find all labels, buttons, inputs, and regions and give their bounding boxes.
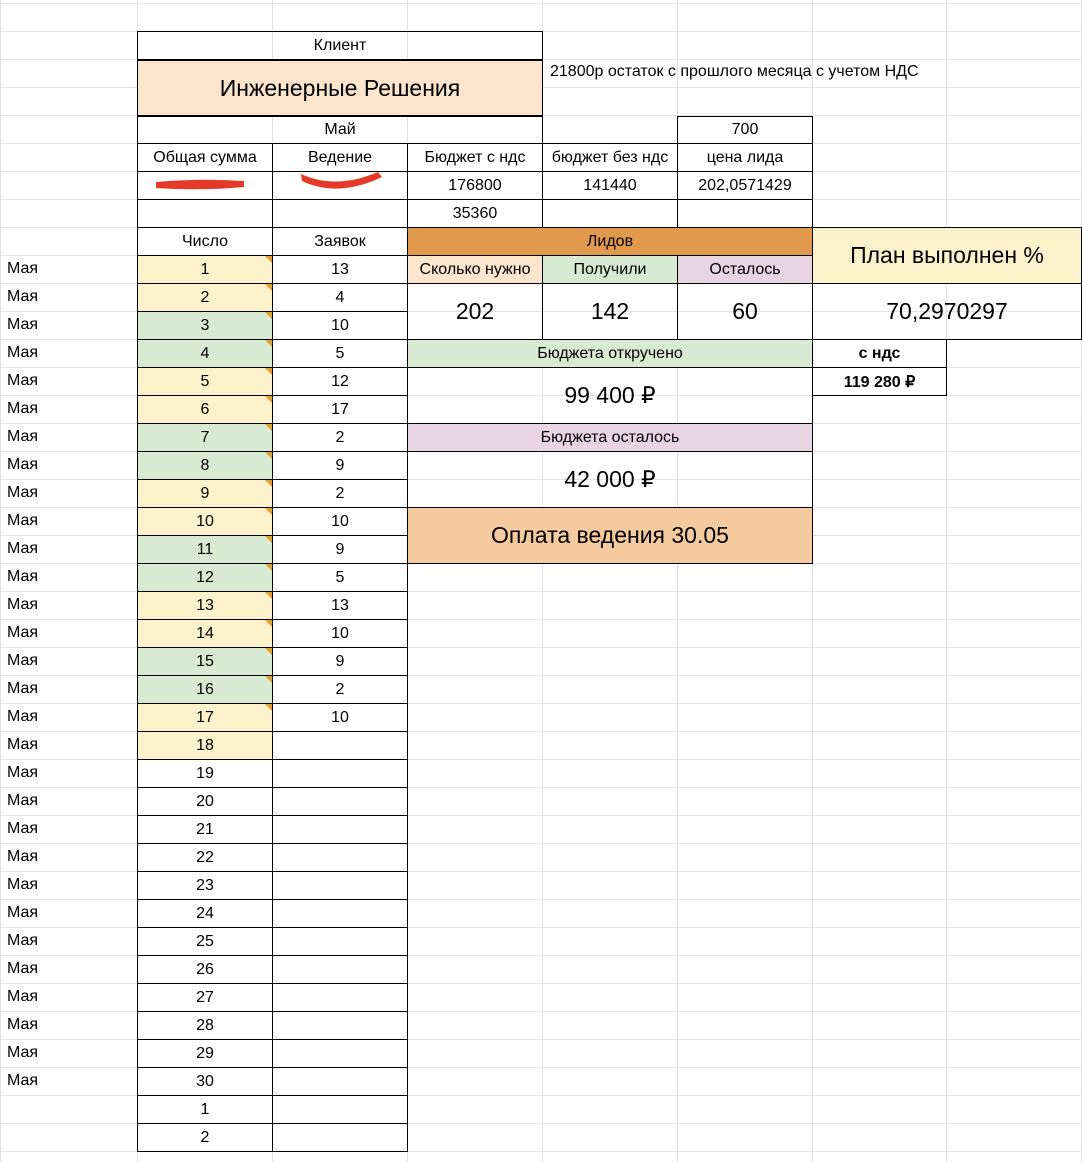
comment-indicator-icon: [265, 452, 272, 459]
plan-label-cell[interactable]: План выполнен %: [812, 227, 1082, 284]
month-label-row[interactable]: Мая: [7, 624, 39, 641]
day-number-cell[interactable]: 2: [137, 1123, 273, 1152]
budget-header-2[interactable]: Бюджет с ндс: [407, 143, 543, 172]
day-number-cell[interactable]: 3: [137, 311, 273, 340]
month-label-row[interactable]: Мая: [7, 512, 39, 529]
month-label-row[interactable]: Мая: [7, 540, 39, 557]
lead-target-cell[interactable]: 700: [677, 116, 813, 144]
remaining-budget-value[interactable]: 42 000 ₽: [407, 451, 813, 508]
day-requests-cell[interactable]: [272, 1039, 408, 1068]
leads-received-value[interactable]: 142: [542, 283, 678, 340]
leads-title-cell[interactable]: Лидов: [407, 227, 813, 256]
comment-indicator-icon: [265, 536, 272, 543]
day-number-cell[interactable]: 1: [137, 1095, 273, 1124]
month-label-row[interactable]: Мая: [7, 736, 39, 753]
day-requests-cell[interactable]: [272, 815, 408, 844]
day-number-cell[interactable]: 8: [137, 451, 273, 480]
requests-header[interactable]: Заявок: [272, 227, 408, 256]
day-requests-cell[interactable]: 9: [272, 647, 408, 676]
month-label-row[interactable]: Мая: [7, 344, 39, 361]
day-requests-cell[interactable]: [272, 871, 408, 900]
month-label-row[interactable]: Мая: [7, 876, 39, 893]
month-label-row[interactable]: Мая: [7, 904, 39, 921]
day-number-cell[interactable]: 26: [137, 955, 273, 984]
day-requests-cell[interactable]: [272, 983, 408, 1012]
day-requests-cell[interactable]: 10: [272, 311, 408, 340]
day-number-cell[interactable]: 30: [137, 1067, 273, 1096]
month-label-row[interactable]: Мая: [7, 1072, 39, 1089]
day-number-cell[interactable]: 25: [137, 927, 273, 956]
leads-needed-label[interactable]: Сколько нужно: [407, 255, 543, 284]
payment-cell[interactable]: Оплата ведения 30.05: [407, 507, 813, 564]
budget-row2-3[interactable]: [542, 199, 678, 228]
day-number-cell[interactable]: 6: [137, 395, 273, 424]
month-label-row[interactable]: Мая: [7, 288, 39, 305]
leads-remaining-value[interactable]: 60: [677, 283, 813, 340]
comment-indicator-icon: [265, 592, 272, 599]
comment-indicator-icon: [265, 312, 272, 319]
month-label-row[interactable]: Мая: [7, 1044, 39, 1061]
month-label-row[interactable]: Мая: [7, 708, 39, 725]
day-number-cell[interactable]: 7: [137, 423, 273, 452]
day-requests-cell[interactable]: 5: [272, 563, 408, 592]
budget-row2-0[interactable]: [137, 199, 273, 228]
budget-row1-3[interactable]: 141440: [542, 171, 678, 200]
client-name-cell[interactable]: Инженерные Решения: [137, 60, 543, 116]
day-requests-cell[interactable]: [272, 955, 408, 984]
month-label-row[interactable]: Мая: [7, 596, 39, 613]
day-number-cell[interactable]: 23: [137, 871, 273, 900]
day-requests-cell[interactable]: [272, 1123, 408, 1152]
spent-value-cell[interactable]: 99 400 ₽: [407, 367, 813, 424]
comment-indicator-icon: [265, 564, 272, 571]
spent-label-cell[interactable]: Бюджета откручено: [407, 339, 813, 368]
leads-needed-value[interactable]: 202: [407, 283, 543, 340]
day-requests-cell[interactable]: 5: [272, 339, 408, 368]
day-requests-cell[interactable]: 10: [272, 703, 408, 732]
budget-header-1[interactable]: Ведение: [272, 143, 408, 172]
day-requests-cell[interactable]: 2: [272, 479, 408, 508]
day-requests-cell[interactable]: 17: [272, 395, 408, 424]
month-cell[interactable]: Май: [137, 116, 543, 144]
month-label-row[interactable]: Мая: [7, 260, 39, 277]
month-label-row[interactable]: Мая: [7, 848, 39, 865]
day-number-cell[interactable]: 16: [137, 675, 273, 704]
day-number-cell[interactable]: 17: [137, 703, 273, 732]
month-label-row[interactable]: Мая: [7, 484, 39, 501]
budget-row1-4[interactable]: 202,0571429: [677, 171, 813, 200]
day-number-cell[interactable]: 21: [137, 815, 273, 844]
day-number-cell[interactable]: 11: [137, 535, 273, 564]
comment-indicator-icon: [265, 620, 272, 627]
day-requests-cell[interactable]: [272, 1011, 408, 1040]
day-number-cell[interactable]: 24: [137, 899, 273, 928]
comment-indicator-icon: [265, 368, 272, 375]
day-number-cell[interactable]: 29: [137, 1039, 273, 1068]
redaction-mark-total: [150, 172, 250, 194]
budget-row2-1[interactable]: [272, 199, 408, 228]
comment-indicator-icon: [265, 340, 272, 347]
day-number-cell[interactable]: 20: [137, 787, 273, 816]
day-requests-cell[interactable]: 2: [272, 423, 408, 452]
day-requests-cell[interactable]: 13: [272, 591, 408, 620]
day-requests-cell[interactable]: [272, 787, 408, 816]
month-label-row[interactable]: Мая: [7, 680, 39, 697]
day-requests-cell[interactable]: 9: [272, 451, 408, 480]
budget-header-4[interactable]: цена лида: [677, 143, 813, 172]
comment-indicator-icon: [265, 508, 272, 515]
budget-row2-4[interactable]: [677, 199, 813, 228]
spent-vat-value[interactable]: 119 280 ₽: [812, 367, 947, 396]
day-requests-cell[interactable]: [272, 1067, 408, 1096]
month-label-row[interactable]: Мая: [7, 372, 39, 389]
month-label-row[interactable]: Мая: [7, 764, 39, 781]
budget-header-3[interactable]: бюджет без ндс: [542, 143, 678, 172]
day-number-cell[interactable]: 10: [137, 507, 273, 536]
day-requests-cell[interactable]: [272, 1095, 408, 1124]
month-label-row[interactable]: Мая: [7, 456, 39, 473]
day-number-cell[interactable]: 1: [137, 255, 273, 284]
day-requests-cell[interactable]: 9: [272, 535, 408, 564]
day-requests-cell[interactable]: [272, 843, 408, 872]
leads-remaining-label[interactable]: Осталось: [677, 255, 813, 284]
day-requests-cell[interactable]: 4: [272, 283, 408, 312]
month-label-row[interactable]: Мая: [7, 400, 39, 417]
month-label-row[interactable]: Мая: [7, 792, 39, 809]
month-label-row[interactable]: Мая: [7, 1016, 39, 1033]
month-label-row[interactable]: Мая: [7, 652, 39, 669]
day-requests-cell[interactable]: [272, 899, 408, 928]
day-requests-cell[interactable]: [272, 731, 408, 760]
day-number-cell[interactable]: 14: [137, 619, 273, 648]
day-number-cell[interactable]: 4: [137, 339, 273, 368]
month-label-row[interactable]: Мая: [7, 932, 39, 949]
comment-indicator-icon: [265, 648, 272, 655]
day-number-cell[interactable]: 28: [137, 1011, 273, 1040]
day-number-cell[interactable]: 12: [137, 563, 273, 592]
comment-indicator-icon: [265, 676, 272, 683]
month-label-row[interactable]: Мая: [7, 568, 39, 585]
day-number-cell[interactable]: 13: [137, 591, 273, 620]
comment-indicator-icon: [265, 480, 272, 487]
day-number-cell[interactable]: 15: [137, 647, 273, 676]
day-number-cell[interactable]: 22: [137, 843, 273, 872]
day-requests-cell[interactable]: 13: [272, 255, 408, 284]
comment-indicator-icon: [265, 704, 272, 711]
day-number-header[interactable]: Число: [137, 227, 273, 256]
leads-received-label[interactable]: Получили: [542, 255, 678, 284]
budget-row2-2[interactable]: 35360: [407, 199, 543, 228]
month-label-row[interactable]: Мая: [7, 960, 39, 977]
comment-indicator-icon: [265, 396, 272, 403]
day-requests-cell[interactable]: [272, 759, 408, 788]
day-number-cell[interactable]: 5: [137, 367, 273, 396]
plan-value-cell[interactable]: 70,2970297: [812, 283, 1082, 340]
month-label-row[interactable]: Мая: [7, 428, 39, 445]
day-number-cell[interactable]: 18: [137, 731, 273, 760]
day-requests-cell[interactable]: 10: [272, 619, 408, 648]
day-requests-cell[interactable]: 2: [272, 675, 408, 704]
day-number-cell[interactable]: 2: [137, 283, 273, 312]
comment-indicator-icon: [265, 256, 272, 263]
month-label-row[interactable]: Мая: [7, 988, 39, 1005]
month-label-row[interactable]: Мая: [7, 316, 39, 333]
month-label-row[interactable]: Мая: [7, 820, 39, 837]
note-cell[interactable]: 21800р остаток с прошлого месяца с учетом НДС: [550, 63, 919, 80]
day-requests-cell[interactable]: [272, 927, 408, 956]
spent-vat-label[interactable]: с ндс: [812, 339, 947, 368]
comment-indicator-icon: [265, 284, 272, 291]
day-requests-cell[interactable]: 12: [272, 367, 408, 396]
day-number-cell[interactable]: 19: [137, 759, 273, 788]
day-number-cell[interactable]: 9: [137, 479, 273, 508]
redaction-mark-management: [296, 166, 386, 194]
remaining-budget-label[interactable]: Бюджета осталось: [407, 423, 813, 452]
client-label-cell[interactable]: Клиент: [137, 31, 543, 60]
day-number-cell[interactable]: 27: [137, 983, 273, 1012]
comment-indicator-icon: [265, 424, 272, 431]
budget-row1-2[interactable]: 176800: [407, 171, 543, 200]
budget-header-0[interactable]: Общая сумма: [137, 143, 273, 172]
day-requests-cell[interactable]: 10: [272, 507, 408, 536]
